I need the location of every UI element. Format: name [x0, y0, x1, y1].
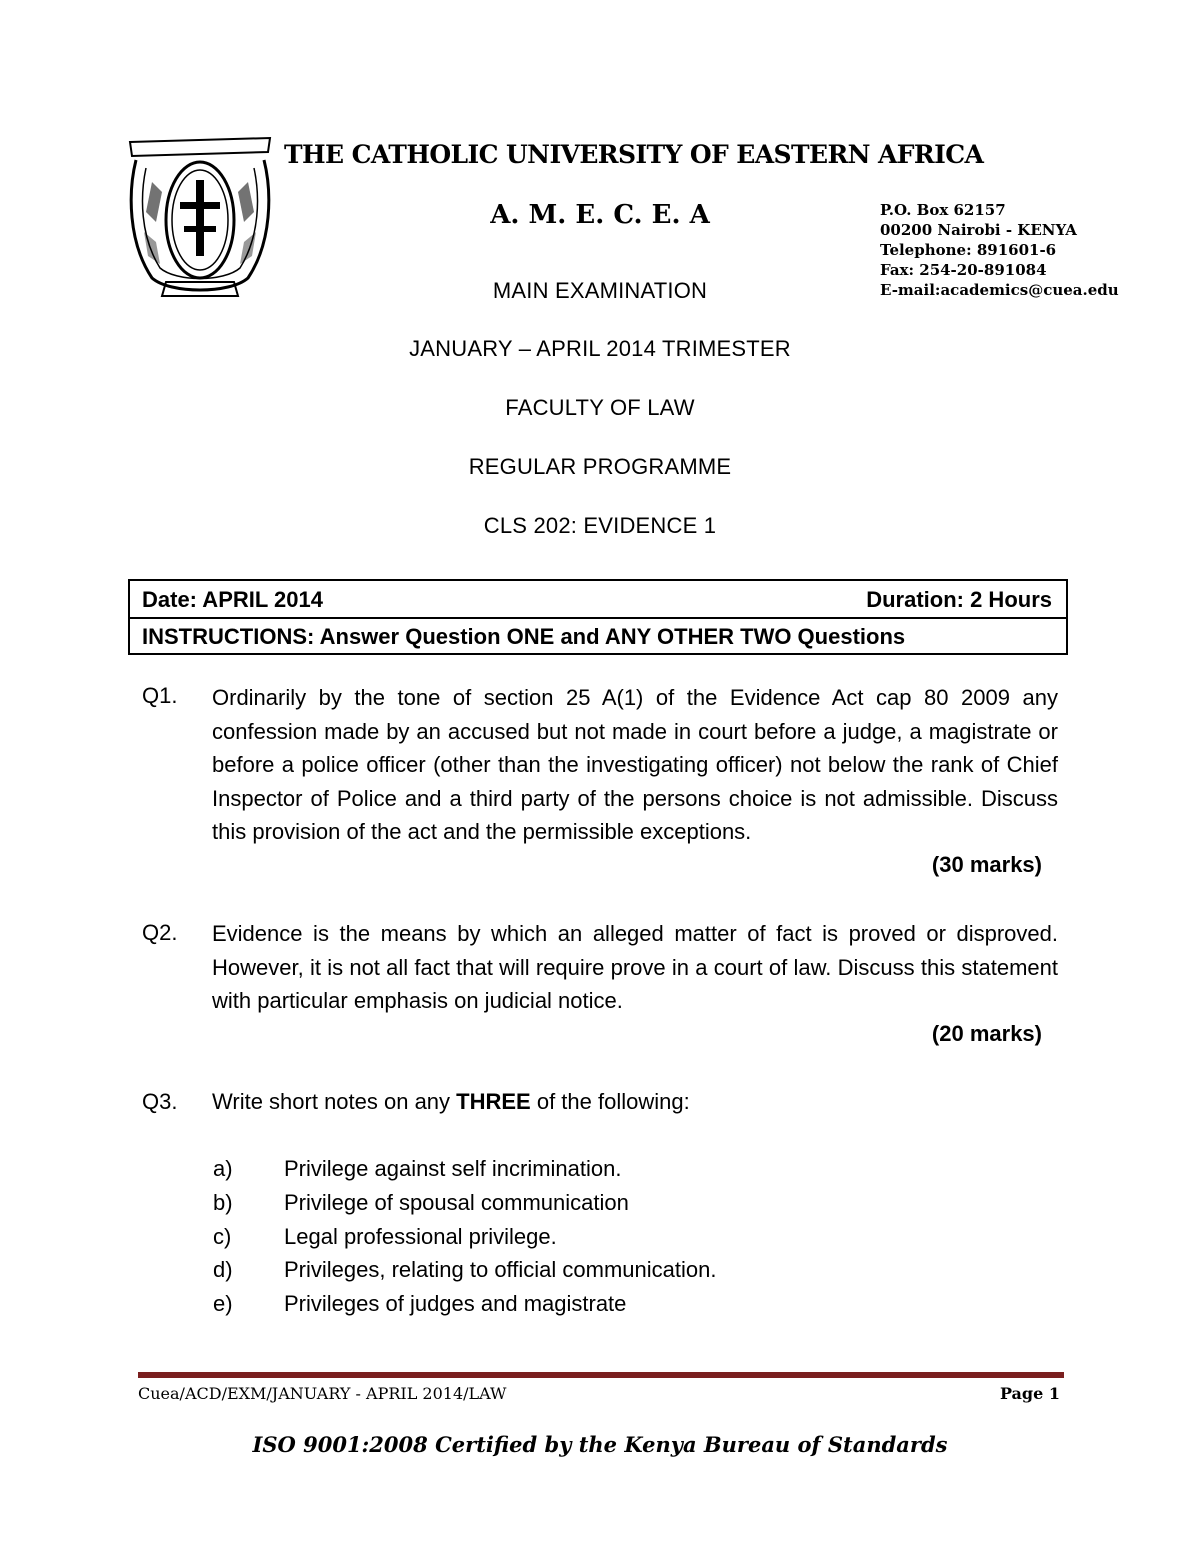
exam-instructions: INSTRUCTIONS: Answer Question ONE and ANY OTHER TWO Questions — [142, 624, 906, 649]
page-number: Page 1 — [999, 1384, 1060, 1403]
question-2-text: Evidence is the means by which an alleged matter of fact is proved or disproved. However, it is not all fact that will require prove in a court of law. Discuss this statement with particular emphasis on judicial notice. — [212, 921, 1058, 1013]
exam-duration: Duration: 2 Hours — [866, 587, 1052, 612]
item-b-text: Privilege of spousal communication — [284, 1190, 629, 1215]
contact-pobox: P.O. Box 62157 — [880, 201, 1006, 219]
iso-certification: ISO 9001:2008 Certified by the Kenya Bureau of Standards — [252, 1432, 948, 1457]
university-title: THE CATHOLIC UNIVERSITY OF EASTERN AFRICA — [284, 140, 984, 169]
exam-faculty: FACULTY OF LAW — [505, 395, 695, 420]
exam-trimester: JANUARY – APRIL 2014 TRIMESTER — [409, 336, 791, 361]
item-e-letter: e) — [213, 1291, 233, 1316]
date-duration-row — [130, 581, 1066, 619]
item-d-letter: d) — [213, 1257, 233, 1282]
contact-telephone: Telephone: 891601-6 — [880, 241, 1057, 259]
exam-date: Date: APRIL 2014 — [142, 587, 323, 612]
item-d-text: Privileges, relating to official communication. — [284, 1257, 717, 1282]
contact-email: E-mail:academics@cuea.edu — [880, 281, 1119, 299]
university-crest-icon — [126, 132, 274, 300]
contact-city: 00200 Nairobi - KENYA — [880, 221, 1077, 239]
question-3-intro: Write short notes on any THREE of the following: — [212, 1089, 690, 1114]
item-e-text: Privileges of judges and magistrate — [284, 1291, 627, 1316]
item-c-letter: c) — [213, 1224, 232, 1249]
question-2-number: Q2. — [142, 920, 178, 945]
item-b-letter: b) — [213, 1190, 233, 1215]
question-2-marks: (20 marks) — [931, 1021, 1042, 1046]
exam-programme: REGULAR PROGRAMME — [468, 454, 732, 479]
exam-info-box — [128, 579, 1068, 655]
item-a-text: Privilege against self incrimination. — [284, 1156, 622, 1181]
question-3-number: Q3. — [142, 1089, 178, 1114]
footer-reference: Cuea/ACD/EXM/JANUARY - APRIL 2014/LAW — [138, 1384, 507, 1403]
footer-divider — [138, 1372, 1064, 1378]
contact-fax: Fax: 254-20-891084 — [880, 261, 1047, 279]
question-1-number: Q1. — [142, 683, 178, 708]
question-1-text: Ordinarily by the tone of section 25 A(1) of the Evidence Act cap 80 2009 any confession made by an accused but not made in court before a judge, a magistrate or before a police officer (other than the investigating officer) not below the rank of Chief Inspector of Police and a third party of the persons choice is not admissible. Discuss this provision of the act and the permissible exceptions. — [212, 685, 1058, 844]
exam-course: CLS 202: EVIDENCE 1 — [483, 513, 717, 538]
question-1-marks: (30 marks) — [931, 852, 1042, 877]
amecea-title: A. M. E. C. E. A — [490, 200, 710, 230]
exam-type: MAIN EXAMINATION — [492, 278, 708, 303]
item-c-text: Legal professional privilege. — [284, 1224, 557, 1249]
item-a-letter: a) — [213, 1156, 233, 1181]
